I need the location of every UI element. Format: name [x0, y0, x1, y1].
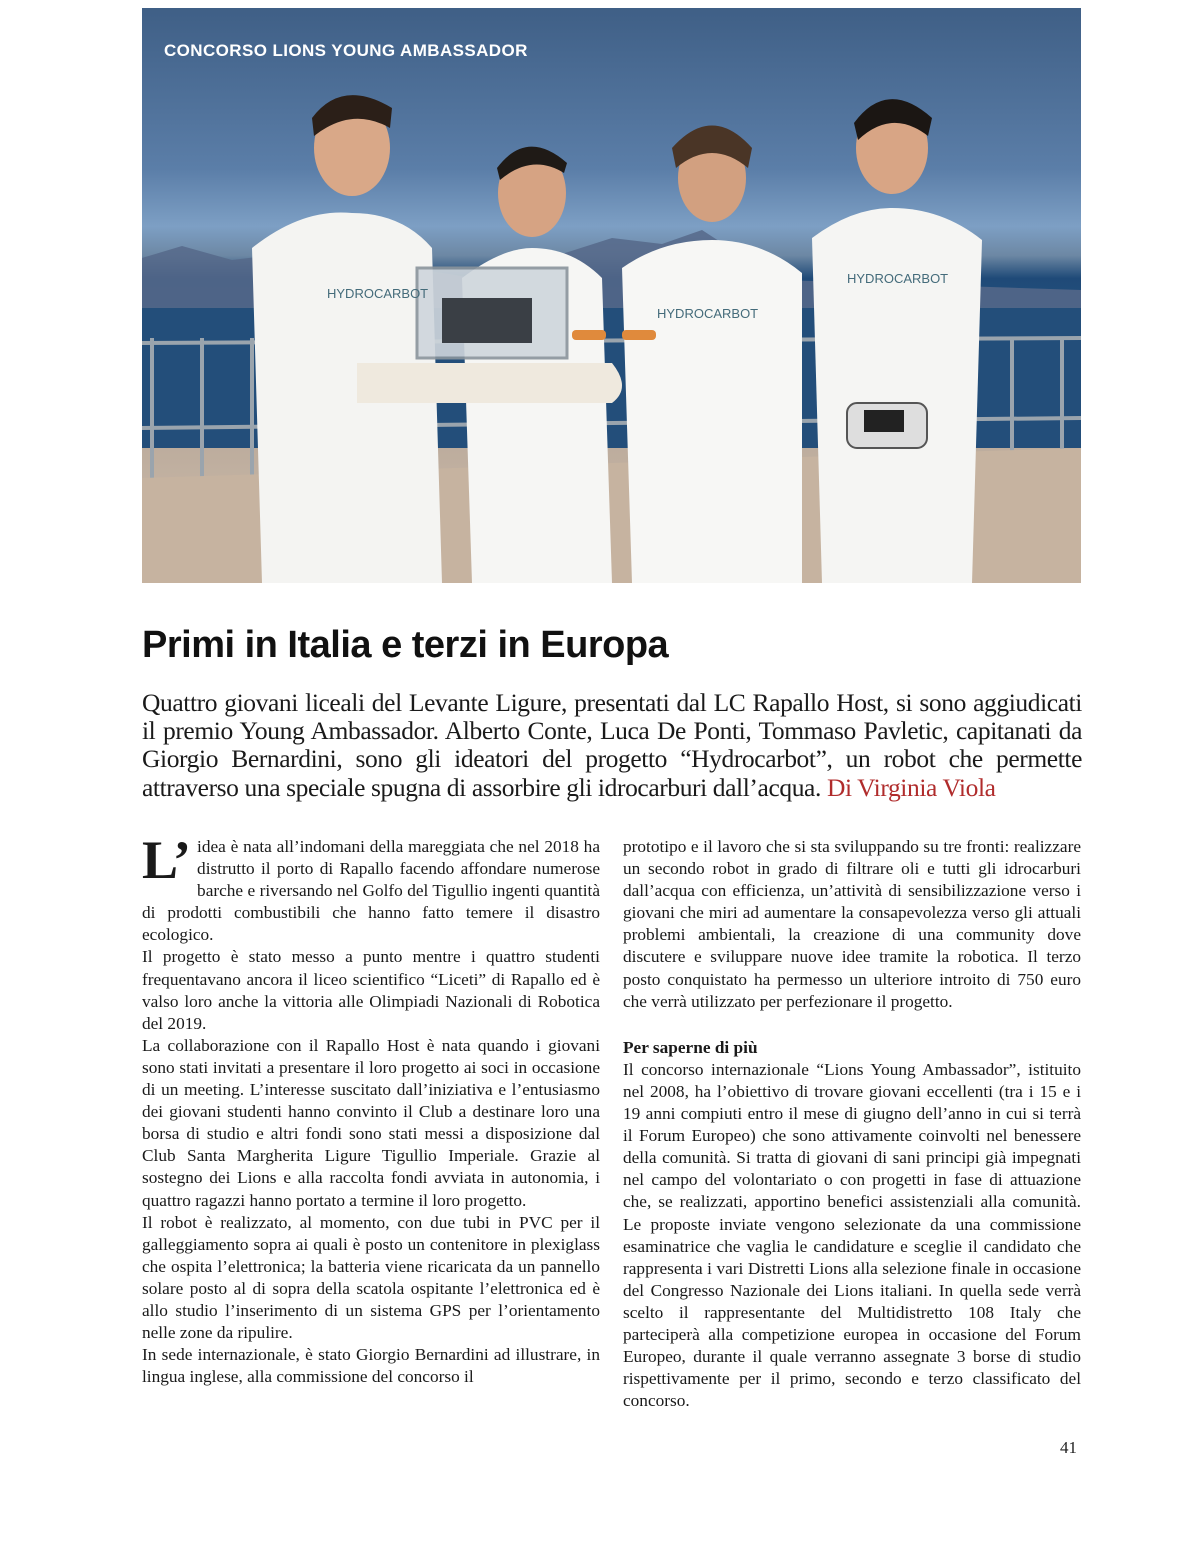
- svg-text:HYDROCARBOT: HYDROCARBOT: [327, 286, 429, 301]
- hero-photo: [142, 8, 1081, 583]
- paragraph: Il progetto è stato messo a punto mentre i quattro studenti frequentavano ancora il liceo scientifico “Liceti” di Rapallo ed è valso loro anche la vittoria alle Olimpiadi Nazionali di Robotica del 2019.: [142, 947, 600, 1033]
- paragraph: In sede internazionale, è stato Giorgio Bernardini ad illustrare, in lingua inglese, alla commissione del concorso il: [142, 1345, 600, 1387]
- paragraph: [142, 830, 600, 946]
- article-standfirst: [142, 689, 1082, 802]
- paragraph-text: idea è nata all’indomani della mareggiata che nel 2018 ha distrutto il porto di Rapallo facendo affondare numerose barche e riversando nel Golfo del Tigullio ingenti quantità di prodotti combustibili che hanno fatto temere il disastro ecologico.: [142, 837, 600, 945]
- paragraph: Il concorso internazionale “Lions Young Ambassador”, istituito nel 2008, ha l’obiettivo di trovare giovani eccellenti (tra i 15 e i 19 anni compiuti entro il mese di giugno dell’anno in cui si terrà il Forum Europeo) che sono attivamente coinvolti nel benessere della comunità. Si tratta di giovani di sani principi già impegnati nel campo del volontariato o con progetti in fase di attuazione che, se realizzati, apportino benefici assistenziali alla comunità. Le proposte inviate vengono selezionate da una commissione esaminatrice che vaglia le candidature e sceglie il candidato che rappresenta i vari Distretti Lions alla selezione finale in occasione del Congresso Nazionale dei Lions italiani. In quella sede verrà scelto il rappresentante del Multidistretto 108 Italy che parteciperà alla competizione europea in occasione del Forum Europeo, durante il quale verranno assegnate 3 borse di studio rispettivamente per il primo, secondo e terzo classificato del concorso.: [623, 1059, 1081, 1411]
- svg-text:HYDROCARBOT: HYDROCARBOT: [657, 306, 759, 321]
- drop-cap: L’: [142, 830, 192, 890]
- page-number: 41: [1060, 1438, 1077, 1457]
- body-column-left: [142, 830, 600, 1388]
- subhead: Per saperne di più: [623, 1037, 758, 1057]
- body-column-right: [623, 836, 1081, 1412]
- section-kicker: CONCORSO LIONS YOUNG AMBASSADOR: [164, 41, 528, 60]
- byline: Di Virginia Viola: [826, 772, 996, 802]
- paragraph: prototipo e il lavoro che si sta sviluppando su tre fronti: realizzare un secondo robot in grado di filtrare oli e tutti gli idrocarburi dall’acqua con efficienza, un’attività di sensibilizzazione verso i giovani che miri ad aumentare la consapevolezza verso gli attuali problemi ambientali, la creazione di una community dove discutere e sviluppare nuove idee tramite la robotica. Il terzo posto conquistato ha permesso un ulteriore introito di 750 euro che verrà utilizzato per perfezionare il progetto.: [623, 837, 1081, 1011]
- paragraph: Il robot è realizzato, al momento, con due tubi in PVC per il galleggiamento sopra ai quali è posto un contenitore in plexiglass che ospita l’elettronica; la batteria viene ricaricata da un pannello solare posto al di sopra della scatola ospitante l’elettronica ed è allo studio l’inserimento di un sistema GPS per l’orientamento nelle zone da ripulire.: [142, 1212, 600, 1343]
- standfirst-text: Quattro giovani liceali del Levante Ligure, presentati dal LC Rapallo Host, si sono aggiudicati il premio Young Ambassador. Alberto Conte, Luca De Ponti, Tommaso Pavletic, capitanati da Giorgio Bernardini, sono gli ideatori del progetto “Hydrocarbot”, un robot che permette attraverso una speciale spugna di assorbire gli idrocarburi dall’acqua.: [142, 688, 1082, 802]
- article-headline: Primi in Italia e terzi in Europa: [142, 624, 669, 666]
- team-photo-illustration: [142, 8, 1081, 583]
- svg-text:HYDROCARBOT: HYDROCARBOT: [847, 271, 949, 286]
- paragraph: La collaborazione con il Rapallo Host è nata quando i giovani sono stati invitati a presentare il loro progetto ai soci in occasione di un meeting. L’interesse suscitato dall’iniziativa e l’entusiasmo dei giovani studenti hanno convinto il Club a destinare loro una borsa di studio e altri fondi sono stati messi a disposizione dal Club Santa Margherita Ligure Tigullio Imperiale. Grazie al sostegno dei Lions e alla raccolta fondi avviata in autonomia, i quattro ragazzi hanno portato a termine il loro progetto.: [142, 1035, 600, 1210]
